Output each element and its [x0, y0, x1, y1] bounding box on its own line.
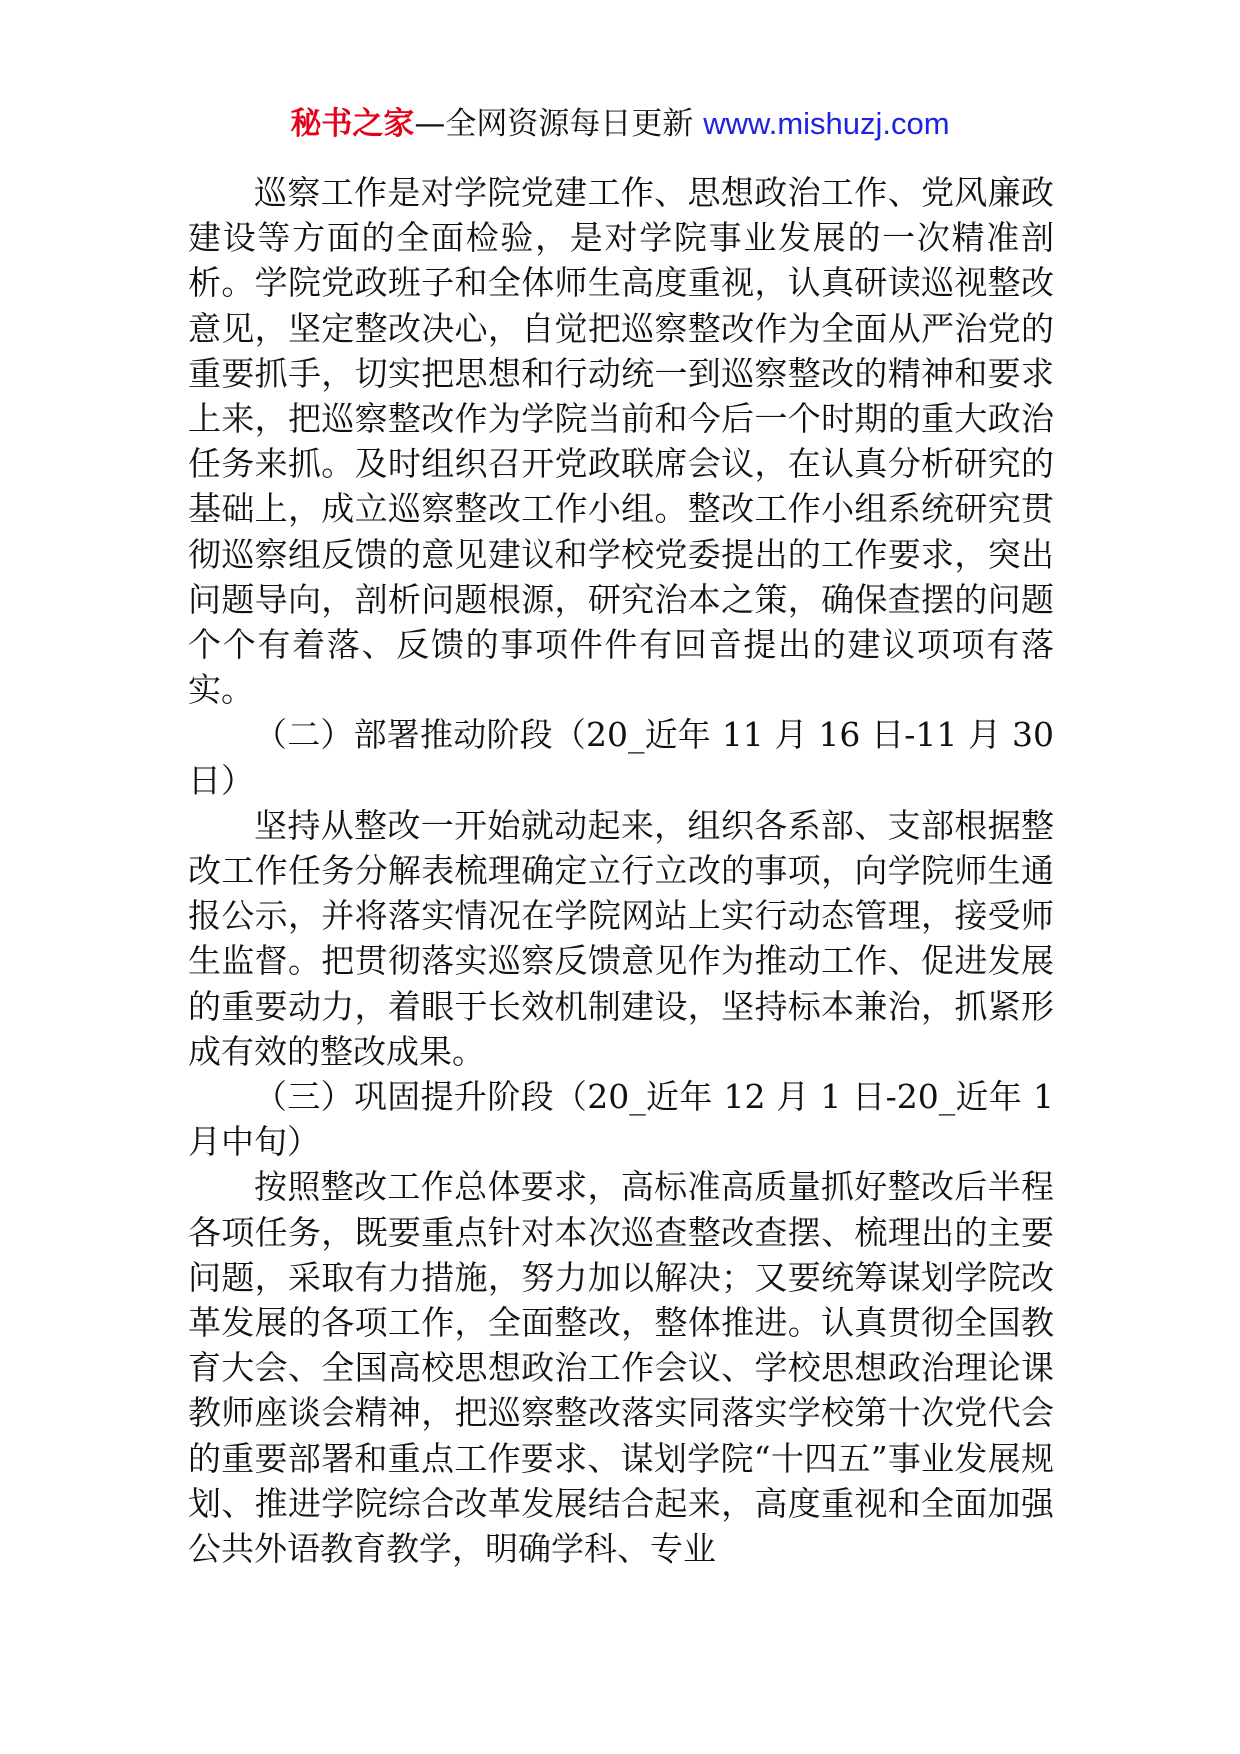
page-header	[0, 100, 1240, 148]
brand-name: 秘书之家	[290, 106, 415, 142]
site-url-link[interactable]: www.mishuzj.com	[703, 106, 950, 141]
paragraph-consolidation: 按照整改工作总体要求，高标准高质量抓好整改后半程各项任务，既要重点针对本次巡查整改查摆、梳理出的主要问题，采取有力措施，努力加以解决；又要统筹谋划学院改革发展的各项工作，全面整改，整体推进。认真贯彻全国教育大会、全国高校思想政治工作会议、学校思想政治理论课教师座谈会精神，把巡察整改落实同落实学校第十次党代会的重要部署和重点工作要求、谋划学院“十四五”事业发展规划、推进学院综合改革发展结合起来，高度重视和全面加强公共外语教育教学，明确学科、专业	[188, 1167, 1054, 1569]
header-slogan: —全网资源每日更新	[414, 106, 704, 142]
document-body	[188, 170, 1054, 1571]
paragraph-inspection-work: 巡察工作是对学院党建工作、思想政治工作、党风廉政建设等方面的全面检验，是对学院事业发展的一次精准剖析。学院党政班子和全体师生高度重视，认真研读巡视整改意见，坚定整改决心，自觉把巡察整改作为全面从严治党的重要抓手，切实把思想和行动统一到巡察整改的精神和要求上来，把巡察整改作为学院当前和今后一个时期的重大政治任务来抓。及时组织召开党政联席会议，在认真分析研究的基础上，成立巡察整改工作小组。整改工作小组系统研究贯彻巡察组反馈的意见建议和学校党委提出的工作要求，突出问题导向，剖析问题根源，研究治本之策，确保查摆的问题个个有着落、反馈的事项件件有回音提出的建议项项有落实。	[188, 173, 1054, 710]
section-heading-consolidation: （三）巩固提升阶段（20_近年 12 月 1 日-20_近年 1 月中旬）	[188, 1077, 1054, 1162]
section-heading-deployment: （二）部署推动阶段（20_近年 11 月 16 日-11 月 30 日）	[188, 715, 1054, 800]
paragraph-deployment: 坚持从整改一开始就动起来，组织各系部、支部根据整改工作任务分解表梳理确定立行立改的事项，向学院师生通报公示，并将落实情况在学院网站上实行动态管理，接受师生监督。把贯彻落实巡察反馈意见作为推动工作、促进发展的重要动力，着眼于长效机制建设，坚持标本兼治，抓紧形成有效的整改成果。	[188, 805, 1054, 1071]
